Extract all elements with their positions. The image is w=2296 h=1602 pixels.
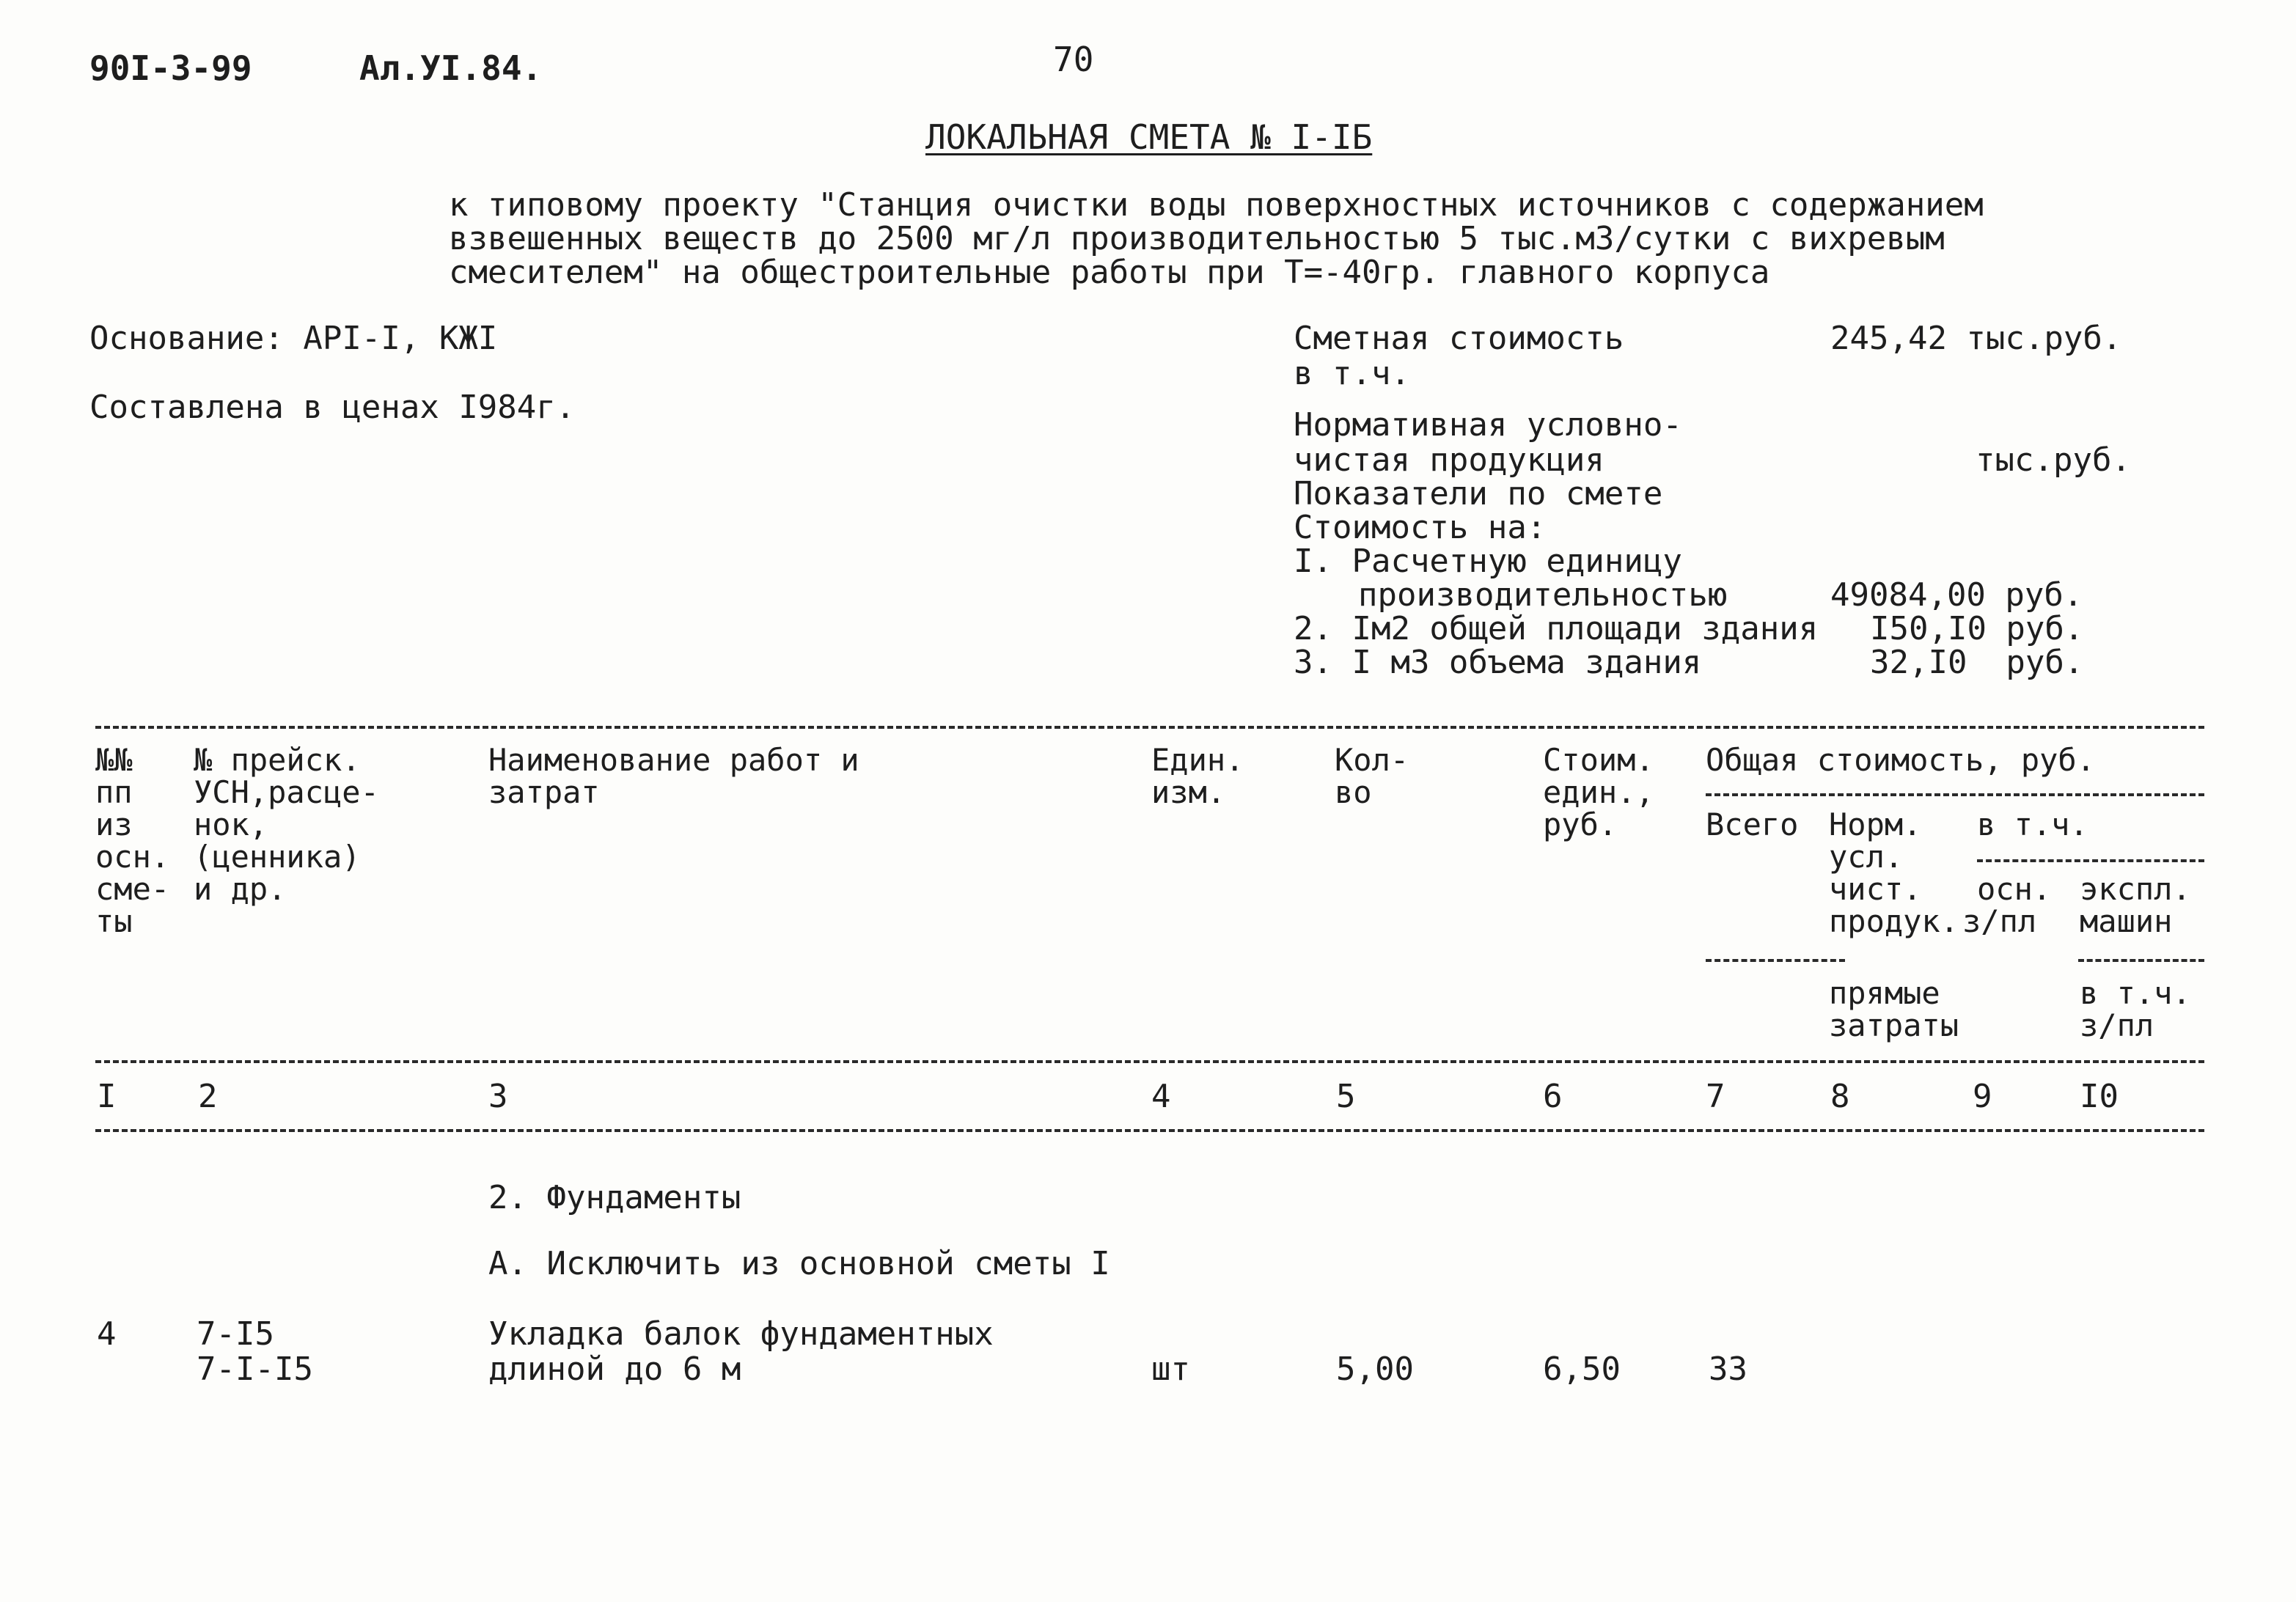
norm-product-label-2: чистая продукция bbox=[1294, 441, 1604, 479]
total-cost-rule bbox=[1706, 793, 2204, 796]
indicator-1-value: 49084,00 руб. bbox=[1830, 576, 2083, 614]
subtitle-line-1: к типовому проекту "Станция очистки воды поверхностных источников с содержанием bbox=[449, 186, 1984, 224]
row-unit-cost: 6,50 bbox=[1543, 1351, 1621, 1388]
section-heading: 2. Фундаменты bbox=[488, 1179, 741, 1216]
estimate-cost-value: 245,42 тыс.руб. bbox=[1830, 320, 2122, 357]
indicator-3-value: 32,I0 руб. bbox=[1870, 644, 2084, 681]
basis: Основание: АРI-I, КЖI bbox=[89, 320, 498, 357]
page-number: 70 bbox=[1053, 40, 1094, 79]
direct-costs-rule-left bbox=[1706, 959, 1845, 962]
document-title: ЛОКАЛЬНАЯ СМЕТА № I-IБ bbox=[925, 117, 1373, 157]
header-total: Всего bbox=[1706, 806, 1799, 842]
norm-product-unit: тыс.руб. bbox=[1976, 441, 2131, 479]
indicator-2-label: 2. Iм2 общей площади здания bbox=[1294, 610, 1819, 647]
header-total-cost: Общая стоимость, руб. bbox=[1706, 742, 2096, 778]
indicator-1-line-1: I. Расчетную единицу bbox=[1294, 543, 1682, 580]
direct-costs-rule-right bbox=[2078, 959, 2204, 962]
column-numbers-rule bbox=[95, 1129, 2204, 1132]
table-top-rule bbox=[95, 726, 2204, 729]
incl-rule bbox=[1977, 859, 2204, 862]
row-number: 4 bbox=[97, 1315, 117, 1353]
indicator-1-line-2: производительностью bbox=[1358, 576, 1728, 614]
row-code-1: 7-I5 bbox=[197, 1315, 274, 1353]
row-name-2: длиной до 6 м bbox=[488, 1351, 741, 1388]
subtitle-line-3: смесителем" на общестроительные работы при Т=-40гр. главного корпуса bbox=[449, 254, 1770, 291]
indicator-2-value: I50,I0 руб. bbox=[1870, 610, 2084, 647]
cost-per-label: Стоимость на: bbox=[1294, 509, 1547, 546]
prices-year: Составлена в ценах I984г. bbox=[89, 389, 576, 426]
row-code-2: 7-I-I5 bbox=[197, 1351, 313, 1388]
including-label: в т.ч. bbox=[1294, 355, 1410, 392]
indicators-label: Показатели по смете bbox=[1294, 475, 1663, 512]
album-code: Ал.УI.84. bbox=[359, 48, 543, 88]
subtitle-line-2: взвешенных веществ до 2500 мг/л производительностью 5 тыс.м3/сутки с вихревым bbox=[449, 220, 1945, 257]
indicator-3-label: 3. I м3 объема здания bbox=[1294, 644, 1702, 681]
row-unit: шт bbox=[1151, 1351, 1190, 1388]
row-name-1: Укладка балок фундаментных bbox=[488, 1315, 994, 1353]
header-bottom-rule bbox=[95, 1060, 2204, 1063]
subsection-heading: А. Исключить из основной сметы I bbox=[488, 1245, 1110, 1282]
document-code: 90I-3-99 bbox=[89, 48, 252, 88]
estimate-cost-label: Сметная стоимость bbox=[1294, 320, 1624, 357]
norm-product-label-1: Нормативная условно- bbox=[1294, 406, 1682, 444]
row-quantity: 5,00 bbox=[1336, 1351, 1414, 1388]
row-total: 33 bbox=[1709, 1351, 1747, 1388]
header-incl: в т.ч. bbox=[1977, 806, 2088, 842]
